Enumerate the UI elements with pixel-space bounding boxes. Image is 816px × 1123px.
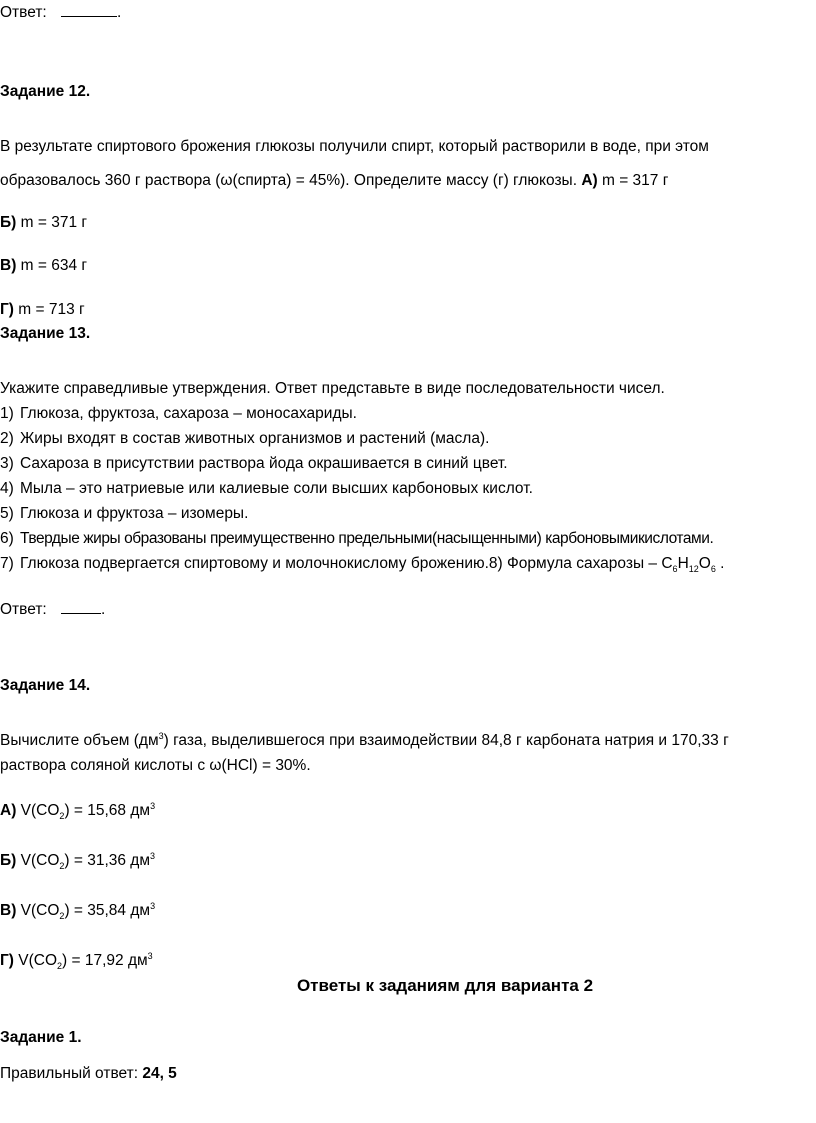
task14-title: Задание 14. <box>0 677 91 694</box>
task14-option-c <box>0 901 155 921</box>
option-letter: А) <box>0 802 17 819</box>
answer-end: . <box>101 601 106 618</box>
task14-text-line1 <box>0 731 729 751</box>
option-letter: В) <box>0 902 17 919</box>
task12-option-a-value: m = 317 г <box>601 172 669 189</box>
list-text: Мыла – это натриевые или калиевые соли высших карбоновых кислот. <box>20 480 533 497</box>
correct-answer-line <box>0 1064 177 1084</box>
answers-task1-title: Задание 1. <box>0 1029 82 1046</box>
task14-text-part: ) газа, выделившегося при взаимодействии 84,8 г карбоната натрия и 170,33 г <box>163 732 729 749</box>
task14-option-d <box>0 951 153 971</box>
formula-end: . <box>715 555 725 572</box>
answer-blank[interactable] <box>61 2 117 17</box>
task14-text-part: Вычислите объем (дм <box>0 732 159 749</box>
list-text: Глюкоза, фруктоза, сахароза – моносахариды. <box>20 405 357 422</box>
task12-option-b <box>0 213 87 233</box>
task12-text-line2 <box>0 171 668 191</box>
task12-option-d <box>0 300 85 320</box>
list-text: Глюкоза и фруктоза – изомеры. <box>20 505 249 522</box>
formula-h: H <box>677 555 689 572</box>
task14-option-b <box>0 851 155 871</box>
task12-title: Задание 12. <box>0 83 91 100</box>
task12-option-a-letter: А) <box>581 172 598 189</box>
formula-sub: 6 <box>672 564 678 575</box>
answer-blank[interactable] <box>61 599 101 614</box>
task14-text-line2: раствора соляной кислоты с ω(HCl) = 30%. <box>0 757 311 774</box>
task12-text-line2-body: образовалось 360 г раствора (ω(спирта) = 45%). Определите массу (г) глюкозы. <box>0 172 577 189</box>
option-value: m = 634 г <box>20 257 88 274</box>
list-text <box>20 554 724 574</box>
list-number: 4) <box>0 480 14 497</box>
answer-line-prev <box>0 2 121 23</box>
list-number: 7) <box>0 555 14 572</box>
correct-answer-value: 24, 5 <box>142 1065 177 1082</box>
formula-o: O <box>698 555 711 572</box>
list-text: Твердые жиры образованы преимущественно предельными(насыщенными) карбоновымикислотами. <box>20 530 714 547</box>
list-text-body: Глюкоза подвергается спиртовому и молочнокислому брожению.8) Формула сахарозы – C <box>20 555 673 572</box>
option-value: m = 371 г <box>20 214 88 231</box>
list-number: 5) <box>0 505 14 522</box>
option-letter: Б) <box>0 852 17 869</box>
option-value: $V(CO_2) = 17,92$ $дм^3$ <box>18 950 153 972</box>
answers-section-title: Ответы к заданиям для варианта 2 <box>296 976 594 995</box>
list-number: 6) <box>0 530 14 547</box>
list-number: 2) <box>0 430 14 447</box>
task13-answer-line <box>0 599 105 620</box>
task12-text-line1: В результате спиртового брожения глюкозы получили спирт, который растворили в воде, при этом <box>0 138 709 155</box>
list-number: 1) <box>0 405 14 422</box>
list-number: 3) <box>0 455 14 472</box>
option-letter: Г) <box>0 301 14 318</box>
list-text: Жиры входят в состав животных организмов и растений (масла). <box>20 430 490 447</box>
superscript: 3 <box>158 730 164 741</box>
option-letter: Г) <box>0 952 14 969</box>
task13-title: Задание 13. <box>0 325 91 342</box>
answer-label: Ответ: <box>0 601 47 618</box>
task14-option-a <box>0 801 155 821</box>
formula-sub: 6 <box>710 564 716 575</box>
task12-option-c <box>0 256 87 276</box>
answer-end: . <box>117 4 122 21</box>
option-value: m = 713 г <box>18 301 85 318</box>
task13-prompt: Укажите справедливые утверждения. Ответ представьте в виде последовательности чисел. <box>0 380 665 397</box>
formula-sub: 12 <box>688 564 699 575</box>
option-letter: Б) <box>0 214 17 231</box>
list-text: Сахароза в присутствии раствора йода окрашивается в синий цвет. <box>20 455 508 472</box>
option-letter: В) <box>0 257 17 274</box>
correct-answer-label: Правильный ответ: <box>0 1065 139 1082</box>
option-value: $V(CO_2) = 15,68$ $дм^3$ <box>20 800 156 822</box>
answer-label: Ответ: <box>0 4 47 21</box>
option-value: $V(CO_2) = 35,84$ $дм^3$ <box>20 900 156 922</box>
option-value: $V(CO_2) = 31,36$ $дм^3$ <box>20 850 156 872</box>
